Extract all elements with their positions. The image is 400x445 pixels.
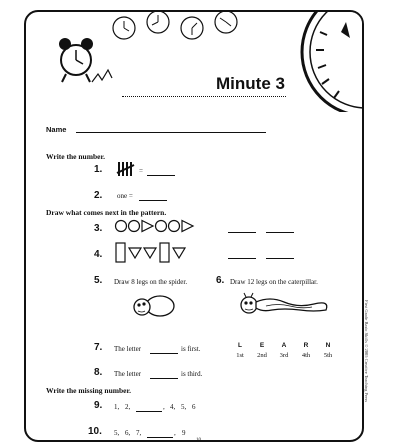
question-number-8: 8. — [94, 367, 103, 378]
learn-ordinals — [229, 352, 339, 359]
learn-ordinal: 4th — [301, 352, 311, 359]
question-number-1: 1. — [94, 164, 103, 175]
section-heading-write-number: Write the number. — [46, 152, 105, 161]
learn-letter: E — [259, 342, 265, 349]
section-heading-missing: Write the missing number. — [46, 386, 132, 395]
q4-answer-blank-1[interactable] — [228, 250, 256, 259]
q9-item: 4, — [170, 403, 176, 411]
learn-ordinal: 5th — [323, 352, 333, 359]
small-clock-icon — [215, 12, 237, 33]
side-credit: First Grade Basic Skills © 2005 Creative Teaching Press — [364, 300, 369, 403]
large-clock-icon — [302, 12, 362, 112]
page-title: Minute 3 — [216, 74, 285, 93]
q9-item: 5, — [181, 403, 187, 411]
q4-answer-blank-2[interactable] — [266, 250, 294, 259]
q9-item: 1, — [114, 403, 120, 411]
question-number-6: 6. — [216, 275, 225, 286]
learn-letter: A — [281, 342, 287, 349]
spider-icon — [130, 292, 178, 320]
learn-ordinal: 3rd — [279, 352, 289, 359]
q10-item: , — [174, 429, 176, 437]
question-number-2: 2. — [94, 190, 103, 201]
page-number: 10 — [196, 438, 201, 443]
question-number-7: 7. — [94, 342, 103, 353]
q8-text-pre: The letter — [114, 370, 142, 378]
question-number-5: 5. — [94, 275, 103, 286]
learn-ordinal: 2nd — [257, 352, 267, 359]
small-clock-icon — [181, 17, 203, 39]
name-label: Name — [46, 125, 67, 134]
q9-item: , — [163, 403, 165, 411]
q5-text: Draw 8 legs on the spider. — [114, 278, 188, 286]
q3-answer-blank-2[interactable] — [266, 224, 294, 233]
q9-answer-blank[interactable] — [136, 403, 162, 412]
learn-ordinal: 1st — [236, 352, 244, 359]
q7-answer-blank[interactable] — [150, 345, 178, 354]
q10-answer-blank[interactable] — [147, 429, 173, 438]
q10-item: 7, — [136, 429, 142, 437]
learn-letter: R — [303, 342, 309, 349]
alarm-clock-icon — [59, 38, 112, 82]
q1-equals: = — [139, 167, 143, 175]
q8-text-post: is third. — [181, 370, 203, 378]
small-clock-icon — [113, 17, 135, 39]
pattern-circles-triangles — [114, 219, 224, 233]
q9-item: 2, — [125, 403, 131, 411]
q8-answer-blank[interactable] — [150, 370, 178, 379]
q10-item: 6, — [125, 429, 131, 437]
learn-letter: L — [238, 342, 242, 349]
q1-answer-blank[interactable] — [147, 167, 175, 176]
section-heading-pattern: Draw what comes next in the pattern. — [46, 208, 167, 217]
small-clock-icon — [147, 12, 169, 33]
learn-letter: N — [325, 342, 331, 349]
caterpillar-icon — [238, 292, 330, 320]
q9-item: 6 — [192, 403, 196, 411]
name-field[interactable] — [76, 132, 266, 133]
learn-letters — [229, 342, 339, 349]
title-rule — [122, 96, 286, 97]
q10-item: 9 — [182, 429, 186, 437]
q2-text: one = — [117, 192, 133, 200]
q10-item: 5, — [114, 429, 120, 437]
clock-decorations — [26, 12, 362, 112]
question-number-10: 10. — [88, 426, 102, 437]
question-number-9: 9. — [94, 400, 103, 411]
q6-text: Draw 12 legs on the caterpillar. — [230, 278, 318, 286]
q7-text-post: is first. — [181, 345, 201, 353]
question-number-3: 3. — [94, 223, 103, 234]
q3-answer-blank-1[interactable] — [228, 224, 256, 233]
pattern-rectangles-triangles — [114, 242, 214, 264]
q7-text-pre: The letter — [114, 345, 142, 353]
q2-answer-blank[interactable] — [139, 192, 167, 201]
tally-marks-icon — [116, 161, 136, 177]
worksheet-page — [24, 10, 364, 442]
question-number-4: 4. — [94, 249, 103, 260]
